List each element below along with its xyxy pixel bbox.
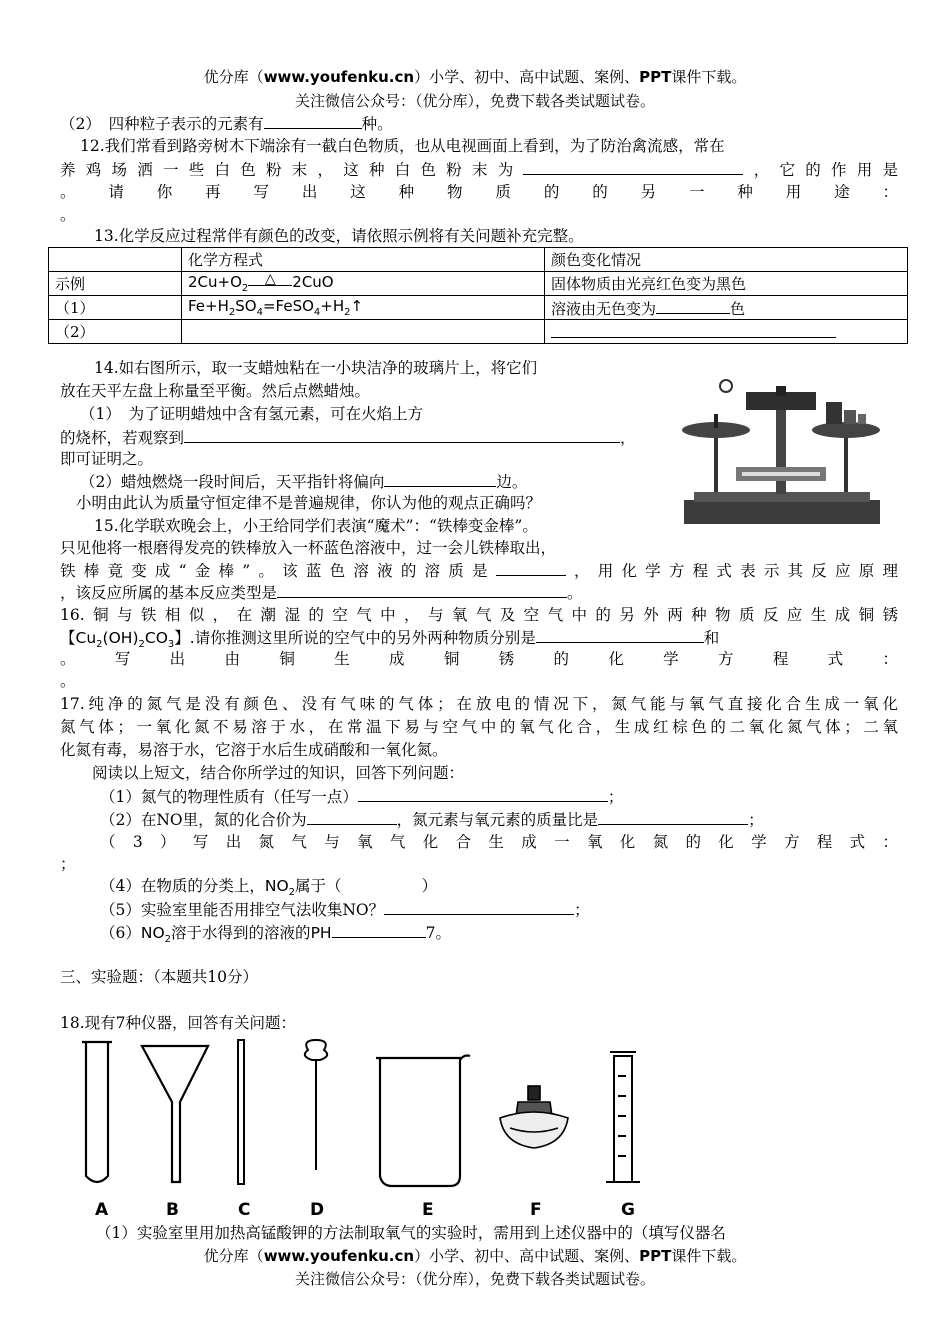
beaker-icon: [376, 1056, 470, 1187]
header-line-2: 关注微信公众号：（优分库），免费下载各类试题试卷。: [294, 92, 655, 110]
alcohol-lamp-icon: [500, 1086, 568, 1148]
q17-sub4: （4）在物质的分类上，$NO_2$属于（ ）: [100, 877, 438, 899]
q18-sub1: （1）实验室里用加热高锰酸钾的方法制取氧气的实验时，需用到上述仪器中的（填写仪器名: [96, 1224, 726, 1242]
q14-line2: 放在天平左盘上称量至平衡。然后点燃蜡烛。: [60, 382, 371, 400]
q15-line2: 只见他将一根磨得发亮的铁棒放入一杯蓝色溶液中，过一会儿铁棒取出，: [60, 539, 557, 557]
label-e: E: [422, 1200, 434, 1220]
q16-line3: 。写出由铜生成铜锈的化学方程式：: [60, 650, 898, 668]
table-row: （1） $Fe+H_2SO_4=FeSO_4+H_2↑$ 溶液由无色变为 色: [49, 296, 908, 320]
glass-rod-icon: [238, 1040, 244, 1184]
q12-line1: 12.我们常看到路旁树木下端涂有一截白色物质，也从电视画面上看到，为了防治禽流感，常在: [80, 137, 725, 155]
q17-line4: 阅读以上短文，结合你所学过的知识，回答下列问题：: [92, 764, 465, 782]
q17-sub2: （2）在NO里，氮的化合价为 ，氮元素与氧元素的质量比是 ；: [100, 808, 938, 831]
label-g: G: [621, 1200, 635, 1220]
site-link[interactable]: www.youfenku.cn: [263, 68, 415, 86]
test-tube-icon: [82, 1042, 112, 1182]
heat-condition: △: [248, 273, 292, 286]
graduated-cylinder-icon: [606, 1052, 640, 1182]
q17-sub3: （3）写出氮气与氧气化合生成一氧化氮的化学方程式：: [100, 833, 898, 851]
q13-table: [48, 247, 908, 344]
q13-intro: 13.化学反应过程常伴有颜色的改变，请依照示例将有关问题补充完整。: [94, 227, 584, 245]
q17-line1: 17.纯净的氮气是没有颜色、没有气味的气体；在放电的情况下，氮气能与氧气直接化合生成一氧化: [60, 695, 898, 713]
label-c: C: [238, 1200, 251, 1220]
funnel-icon: [142, 1046, 208, 1182]
q14-line1: 14.如右图所示，取一支蜡烛粘在一小块洁净的玻璃片上，将它们: [94, 359, 538, 377]
label-a: A: [95, 1200, 109, 1220]
q11-part2: （2） 四种粒子表示的元素有 种。: [60, 112, 898, 135]
q17-sub6: $(6)NO_2$溶于水得到的溶液的PH 7。: [100, 921, 938, 951]
q12-line3: 。请你再写出这种物质的的另一种用途：: [60, 183, 898, 201]
header-line-1: 优分库（www.youfenku.cn）小学、初中、高中试题、案例、PPT课件下载。: [203, 68, 747, 86]
q17-sub5: （5）实验室里能否用排空气法收集NO？ ；: [100, 898, 938, 921]
q12-line2: 养鸡场洒一些白色粉末，这种白色粉末为 ，它的作用是: [60, 158, 898, 181]
q12-line4: 。: [60, 206, 76, 224]
q16-line4: 。: [60, 672, 76, 690]
q17-sub3-end: ；: [60, 855, 76, 873]
q18-intro: 18.现有7种仪器，回答有关问题：: [60, 1014, 297, 1032]
q16-line1: 16.铜与铁相似，在潮湿的空气中，与氧气及空气中的另外两种物质反应生成铜锈: [60, 606, 898, 624]
q15-line3: 铁棒竟变成“金棒”。该蓝色溶液的溶质是 ，用化学方程式表示其反应原理: [60, 559, 898, 582]
q15-line1: 15.化学联欢晚会上，小王给同学们表演“魔术”：“铁棒变金棒”。: [94, 517, 538, 535]
q16-line2: 【$Cu_2(OH)_2CO_3$】.请你推测这里所说的空气中的另外两种物质分别是 和: [60, 626, 898, 656]
instrument-labels: [0, 1200, 950, 1224]
q14-line7: 小明由此认为质量守恒定律不是普遍规律，你认为他的观点正确吗？: [76, 494, 542, 512]
q15-line4: ，该反应所属的基本反应类型是 。: [60, 581, 898, 604]
label-f: F: [530, 1200, 542, 1220]
q14-line3: （1） 为了证明蜡烛中含有氢元素，可在火焰上方: [80, 405, 424, 423]
lab-instruments-image: [70, 1036, 670, 1192]
footer-line-1: 优分库（www.youfenku.cn）小学、初中、高中试题、案例、PPT课件下载。: [203, 1247, 747, 1265]
label-d: D: [310, 1200, 325, 1220]
table-header-row: [49, 248, 908, 272]
table-row: 示例 $2Cu+O_2\triangle$ 2CuO 固体物质由光亮红色变为黑色: [49, 272, 908, 296]
col-equation: 化学方程式: [182, 248, 545, 272]
combustion-spoon-icon: [305, 1040, 327, 1170]
q14-line5: 即可证明之。: [60, 450, 154, 468]
col-color: 颜色变化情况: [545, 248, 908, 272]
label-b: B: [166, 1200, 179, 1220]
footer-line-2: 关注微信公众号：（优分库），免费下载各类试题试卷。: [294, 1270, 655, 1288]
q14-line4: 的烧杯，若观察到 ，: [60, 426, 898, 449]
q17-line2: 氮气体；一氧化氮不易溶于水，在常温下易与空气中的氧气化合，生成红棕色的二氧化氮气体；二氧: [60, 718, 898, 736]
table-row: （2）: [49, 320, 908, 344]
q14-line6: （2）蜡烛燃烧一段时间后，天平指针将偏向 边。: [80, 470, 918, 493]
footer-site-link[interactable]: www.youfenku.cn: [263, 1247, 415, 1265]
q17-sub1: （1）氮气的物理性质有（任写一点） ；: [100, 785, 938, 808]
section-3-title: 三、实验题：（本题共10分）: [60, 968, 258, 986]
q17-line3: 化氮有毒，易溶于水，它溶于水后生成硝酸和一氧化氮。: [60, 741, 448, 759]
